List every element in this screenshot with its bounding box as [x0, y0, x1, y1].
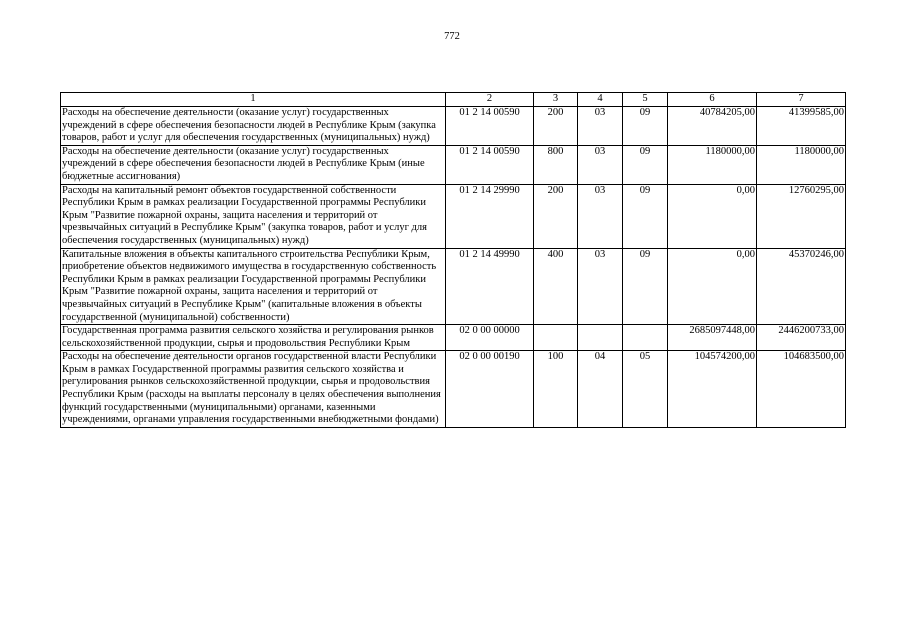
budget-table: [60, 92, 846, 428]
table-row: [61, 145, 846, 184]
section-code: 03: [578, 248, 623, 325]
target-code: 01 2 14 29990: [446, 184, 534, 248]
section-code: 03: [578, 107, 623, 146]
target-code: 01 2 14 00590: [446, 145, 534, 184]
column-header: 7: [757, 93, 846, 107]
column-header: 5: [623, 93, 668, 107]
amount-col6: 0,00: [668, 248, 757, 325]
subsection-code: 09: [623, 107, 668, 146]
amount-col6: 0,00: [668, 184, 757, 248]
subsection-code: 05: [623, 351, 668, 428]
expense-name: Расходы на обеспечение деятельности (оказание услуг) государственных учреждений в сфере обеспечения безопасности людей в Республике Крым (иные бюджетные ассигнования): [61, 145, 446, 184]
header-row: [61, 93, 846, 107]
subsection-code: [623, 325, 668, 351]
amount-col6: 104574200,00: [668, 351, 757, 428]
section-code: 04: [578, 351, 623, 428]
expense-name: Расходы на капитальный ремонт объектов государственной собственности Республики Крым в рамках реализации Государственной программы Республики Крым "Развитие пожарной охраны, защита населения и территорий от чрезвычайных ситуаций в Республике Крым" (закупка товаров, работ и услуг для обеспечения государственных (муниципальных) нужд): [61, 184, 446, 248]
section-code: 03: [578, 145, 623, 184]
expense-type-code: [534, 325, 578, 351]
expense-name: Расходы на обеспечение деятельности (оказание услуг) государственных учреждений в сфере обеспечения безопасности людей в Республике Крым (закупка товаров, работ и услуг для обеспечения государственных (муниципальных) нужд): [61, 107, 446, 146]
column-header: 2: [446, 93, 534, 107]
column-header: 3: [534, 93, 578, 107]
expense-type-code: 100: [534, 351, 578, 428]
table-row: [61, 351, 846, 428]
expense-type-code: 400: [534, 248, 578, 325]
expense-name: Государственная программа развития сельского хозяйства и регулирования рынков сельскохозяйственной продукции, сырья и продовольствия Республики Крым: [61, 325, 446, 351]
target-code: 01 2 14 00590: [446, 107, 534, 146]
amount-col7: 12760295,00: [757, 184, 846, 248]
expense-name: Капитальные вложения в объекты капитального строительства Республики Крым, приобретение объектов недвижимого имущества в государственную собственность Республики Крым в рамках реализации Государственной программы Республики Крым "Развитие пожарной охраны, защита населения и территорий от чрезвычайных ситуаций в Республике Крым" (капитальные вложения в объекты государственной (муниципальной) собственности): [61, 248, 446, 325]
column-header: 6: [668, 93, 757, 107]
expense-type-code: 800: [534, 145, 578, 184]
table-row: [61, 325, 846, 351]
column-header: 4: [578, 93, 623, 107]
target-code: 02 0 00 00190: [446, 351, 534, 428]
expense-type-code: 200: [534, 107, 578, 146]
subsection-code: 09: [623, 248, 668, 325]
amount-col7: 104683500,00: [757, 351, 846, 428]
target-code: 02 0 00 00000: [446, 325, 534, 351]
amount-col7: 41399585,00: [757, 107, 846, 146]
expense-type-code: 200: [534, 184, 578, 248]
subsection-code: 09: [623, 145, 668, 184]
section-code: [578, 325, 623, 351]
target-code: 01 2 14 49990: [446, 248, 534, 325]
section-code: 03: [578, 184, 623, 248]
expense-name: Расходы на обеспечение деятельности органов государственной власти Республики Крым в рамках Государственной программы развития сельского хозяйства и регулирования рынков сельскохозяйственной продукции, сырья и продовольствия Республики Крым (расходы на выплаты персоналу в целях обеспечения выполнения функций государственными (муниципальными) органами, казенными учреждениями, органами управления государственными внебюджетными фондами): [61, 351, 446, 428]
amount-col7: 1180000,00: [757, 145, 846, 184]
table-row: [61, 184, 846, 248]
amount-col6: 40784205,00: [668, 107, 757, 146]
page-number: 772: [444, 31, 460, 42]
amount-col7: 2446200733,00: [757, 325, 846, 351]
amount-col6: 1180000,00: [668, 145, 757, 184]
table-row: [61, 107, 846, 146]
amount-col6: 2685097448,00: [668, 325, 757, 351]
amount-col7: 45370246,00: [757, 248, 846, 325]
subsection-code: 09: [623, 184, 668, 248]
table-row: [61, 248, 846, 325]
column-header: 1: [61, 93, 446, 107]
